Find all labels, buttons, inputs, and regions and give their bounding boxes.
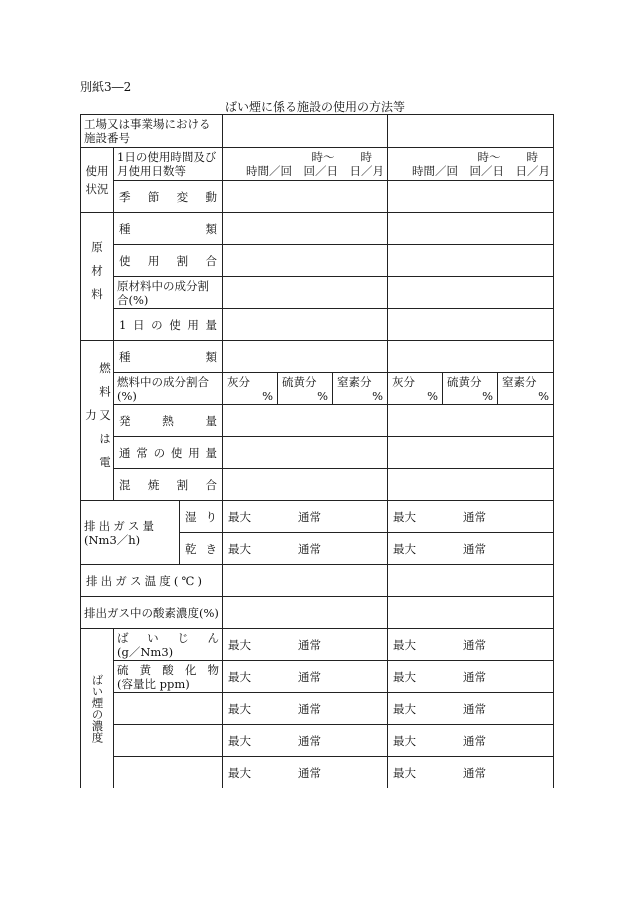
blank-label-1[interactable] bbox=[114, 693, 223, 725]
hours-to: 時 bbox=[360, 150, 373, 164]
row-heat bbox=[81, 405, 554, 437]
exhaust-temp-label: 排出ガス温度(℃) bbox=[81, 565, 223, 597]
fuel-type-label: 種類 bbox=[114, 341, 223, 373]
facility-usage-table bbox=[80, 114, 554, 788]
ash-cell-1[interactable]: 灰分 % bbox=[223, 373, 278, 405]
seasonal-label: 季節変動 bbox=[114, 181, 223, 213]
usage-time-cell-2[interactable] bbox=[388, 148, 554, 181]
sox-cell-2[interactable]: 最大 通常 bbox=[388, 661, 554, 693]
usage-time-label: 1日の使用時間及び月使用日数等 bbox=[114, 148, 223, 181]
fuel-type-cell-1[interactable] bbox=[223, 341, 388, 373]
raw-type-label: 種類 bbox=[114, 213, 223, 245]
hours-unit-line: 時間／回 回／日 日／月 bbox=[246, 164, 385, 178]
raw-ratio-label: 使用割合 bbox=[114, 245, 223, 277]
row-seasonal bbox=[81, 181, 554, 213]
row-oxygen bbox=[81, 597, 554, 629]
exhaust-dry-cell-1[interactable]: 最大 通常 bbox=[223, 533, 388, 565]
fuel-component-label: 燃料中の成分割合(%) bbox=[114, 373, 223, 405]
hours-to: 時 bbox=[526, 150, 539, 164]
blank-cell-3b[interactable]: 最大 通常 bbox=[388, 757, 554, 789]
row-blank-2 bbox=[81, 725, 554, 757]
facility-number-cell-1[interactable] bbox=[223, 115, 388, 148]
normal-use-cell-1[interactable] bbox=[223, 437, 388, 469]
ash-cell-2[interactable]: 灰分 % bbox=[388, 373, 443, 405]
blank-cell-1b[interactable]: 最大 通常 bbox=[388, 693, 554, 725]
document-title: ばい煙に係る施設の使用の方法等 bbox=[224, 100, 405, 114]
raw-component-label: 原材料中の成分割合(%) bbox=[114, 277, 223, 309]
facility-number-label: 工場又は事業場における施設番号 bbox=[81, 115, 223, 148]
heat-label: 発熱量 bbox=[114, 405, 223, 437]
heat-cell-2[interactable] bbox=[388, 405, 554, 437]
exhaust-temp-cell-1[interactable] bbox=[223, 565, 388, 597]
row-fuel-type bbox=[81, 341, 554, 373]
blank-label-3[interactable] bbox=[114, 757, 223, 789]
normal-use-cell-2[interactable] bbox=[388, 437, 554, 469]
row-blank-1 bbox=[81, 693, 554, 725]
raw-ratio-cell-1[interactable] bbox=[223, 245, 388, 277]
exhaust-wet-cell-1[interactable]: 最大 通常 bbox=[223, 501, 388, 533]
raw-ratio-cell-2[interactable] bbox=[388, 245, 554, 277]
dry-label: 乾き bbox=[180, 533, 223, 565]
row-usage-time bbox=[81, 148, 554, 181]
row-raw-ratio bbox=[81, 245, 554, 277]
raw-component-cell-2[interactable] bbox=[388, 277, 554, 309]
blank-cell-1a[interactable]: 最大 通常 bbox=[223, 693, 388, 725]
usage-time-cell-1[interactable] bbox=[223, 148, 388, 181]
seasonal-cell-1[interactable] bbox=[223, 181, 388, 213]
raw-daily-cell-2[interactable] bbox=[388, 309, 554, 341]
exhaust-volume-label: 排出ガス量 (Nm3／h) bbox=[81, 501, 180, 565]
row-raw-type bbox=[81, 213, 554, 245]
exhaust-temp-cell-2[interactable] bbox=[388, 565, 554, 597]
oxygen-label: 排出ガス中の酸素濃度(%) bbox=[81, 597, 223, 629]
row-raw-component bbox=[81, 277, 554, 309]
facility-number-cell-2[interactable] bbox=[388, 115, 554, 148]
sox-label: 硫黄酸化物 (容量比 ppm) bbox=[114, 661, 223, 693]
blank-cell-2b[interactable]: 最大 通常 bbox=[388, 725, 554, 757]
fuel-label: 燃料又は電力 bbox=[81, 341, 114, 501]
heat-cell-1[interactable] bbox=[223, 405, 388, 437]
row-normal-use bbox=[81, 437, 554, 469]
blank-label-2[interactable] bbox=[114, 725, 223, 757]
wet-label: 湿り bbox=[180, 501, 223, 533]
usage-status-label: 使用状況 bbox=[81, 148, 114, 213]
row-raw-daily bbox=[81, 309, 554, 341]
hours-from: 時～ bbox=[311, 150, 335, 164]
mixed-cell-2[interactable] bbox=[388, 469, 554, 501]
seasonal-cell-2[interactable] bbox=[388, 181, 554, 213]
sulfur-cell-1[interactable]: 硫黄分 % bbox=[278, 373, 333, 405]
raw-type-cell-1[interactable] bbox=[223, 213, 388, 245]
dust-cell-1[interactable]: 最大 通常 bbox=[223, 629, 388, 661]
dust-label: ばいじん (g／Nm3) bbox=[114, 629, 223, 661]
row-facility-number bbox=[81, 115, 554, 148]
exhaust-dry-cell-2[interactable]: 最大 通常 bbox=[388, 533, 554, 565]
mixed-cell-1[interactable] bbox=[223, 469, 388, 501]
normal-use-label: 通常の使用量 bbox=[114, 437, 223, 469]
row-blank-3 bbox=[81, 757, 554, 789]
fuel-type-cell-2[interactable] bbox=[388, 341, 554, 373]
row-exhaust-wet bbox=[81, 501, 554, 533]
oxygen-cell-2[interactable] bbox=[388, 597, 554, 629]
raw-component-cell-1[interactable] bbox=[223, 277, 388, 309]
form-number: 別紙3―2 bbox=[80, 80, 132, 94]
raw-daily-cell-1[interactable] bbox=[223, 309, 388, 341]
oxygen-cell-1[interactable] bbox=[223, 597, 388, 629]
dust-cell-2[interactable]: 最大 通常 bbox=[388, 629, 554, 661]
nitrogen-cell-1[interactable]: 窒素分 % bbox=[333, 373, 388, 405]
mixed-label: 混焼割合 bbox=[114, 469, 223, 501]
sulfur-cell-2[interactable]: 硫黄分 % bbox=[443, 373, 498, 405]
row-mixed bbox=[81, 469, 554, 501]
row-exhaust-temp bbox=[81, 565, 554, 597]
sox-cell-1[interactable]: 最大 通常 bbox=[223, 661, 388, 693]
raw-daily-label: 1日の使用量 bbox=[114, 309, 223, 341]
hours-unit-line: 時間／回 回／日 日／月 bbox=[412, 164, 551, 178]
nitrogen-cell-2[interactable]: 窒素分 % bbox=[498, 373, 554, 405]
hours-from: 時～ bbox=[477, 150, 501, 164]
exhaust-wet-cell-2[interactable]: 最大 通常 bbox=[388, 501, 554, 533]
blank-cell-2a[interactable]: 最大 通常 bbox=[223, 725, 388, 757]
smoke-conc-label: ばい煙の濃度 bbox=[81, 629, 114, 789]
row-dust bbox=[81, 629, 554, 661]
raw-type-cell-2[interactable] bbox=[388, 213, 554, 245]
blank-cell-3a[interactable]: 最大 通常 bbox=[223, 757, 388, 789]
row-sox bbox=[81, 661, 554, 693]
row-fuel-component bbox=[81, 373, 554, 405]
raw-material-label: 原材料 bbox=[81, 213, 114, 341]
